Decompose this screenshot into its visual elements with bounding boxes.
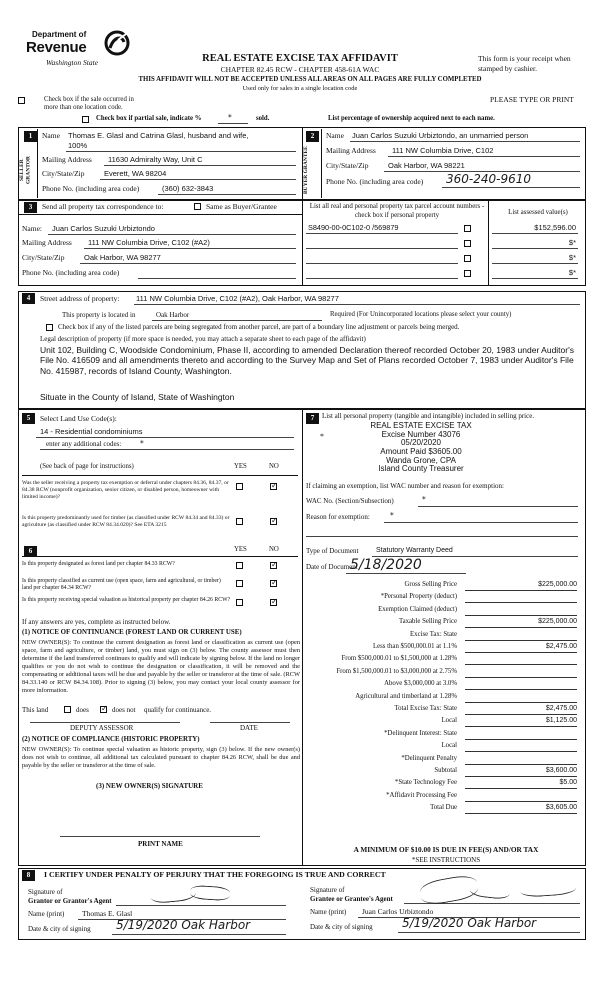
parcel-line-4 [306,278,458,279]
new-owner-signature-label: (3) NEW OWNER(S) SIGNATURE [96,782,203,790]
tax-row [305,717,577,727]
parcel-line-1 [306,233,458,234]
tax-row-underline [465,739,577,740]
deputy-assessor-label: DEPUTY ASSESSOR [70,724,134,732]
tax-row-label: Local [441,742,457,750]
yes-header-6: YES [234,546,247,553]
buyer-addr-label: Mailing Address [326,146,376,155]
additional-codes-label: enter any additional codes: [46,440,122,448]
tax-row-value[interactable]: $2,475.00 [545,643,577,650]
print-name-label: PRINT NAME [138,840,183,848]
tax-row-label: Total Excise Tax: State [394,705,457,712]
reason-label: Reason for exemption: [306,513,370,521]
land-use-code[interactable]: 14 - Residential condominiums [40,427,143,436]
tax-row [305,606,577,616]
single-location-note: Used only for sales in a single location code [242,85,358,92]
parcel-vline-2 [492,248,578,249]
seller-addr[interactable]: 11630 Admiralty Way, Unit C [108,155,203,164]
land-use-line [36,437,294,438]
receipt-note: This form is your receipt when stamped by cashier. [478,54,571,74]
same-as-buyer-label: Same as Buyer/Grantee [206,202,277,211]
grantee-sig-label-1: Signature of [310,886,345,894]
tax-row [305,631,577,641]
segregation-label: Check box if any of the listed parcels are being segregated from another parcel, are part of a boundary line adjustment or parcels being merged. [58,323,460,331]
corr-addr[interactable]: 111 NW Columbia Drive, C102 (#A2) [88,238,210,247]
this-land-label: This land [22,706,49,714]
tax-row [305,730,577,740]
tax-row-value[interactable]: $5.00 [559,779,577,787]
stamp-line-2: Excise Number 43076 [381,429,461,439]
tax-row-label: Taxable Selling Price [398,618,457,626]
additional-codes[interactable]: * [140,439,144,448]
seller-city[interactable]: Everett, WA 98204 [104,169,167,178]
corr-city-label: City/State/Zip [22,253,65,262]
forest-no-checkbox[interactable] [270,562,277,569]
grantee-name-label: Name (print) [310,908,347,916]
forest-yes-checkbox[interactable] [236,562,243,569]
seller-phone-label: Phone No. (including area code) [42,184,140,193]
does-not-checkbox[interactable] [100,706,107,713]
current-use-yes-checkbox[interactable] [236,580,243,587]
timber-no-checkbox[interactable] [270,518,277,525]
grantee-date-label: Date & city of signing [310,923,373,931]
grantor-date[interactable]: 5/19/2020 Oak Harbor [116,918,251,932]
parcel-value-4[interactable]: $* [568,268,576,277]
tax-row [305,618,577,628]
wac-line [418,506,578,507]
partial-sale-checkbox[interactable] [82,116,89,123]
street-address[interactable]: 111 NW Columbia Drive, C102 (#A2), Oak Harbor, WA 98277 [136,294,339,303]
parcel-line-2 [306,248,458,249]
tax-row-underline [465,590,577,591]
tax-row [305,767,577,777]
corr-addr-line [84,248,296,249]
seller-name[interactable]: Thomas E. Glasl and Catrina Glasl, husband and wife, [68,131,249,140]
parcel-header: List all real and personal property tax parcel account numbers - check box if personal property [309,203,485,219]
tax-row [305,792,577,802]
tax-row-underline [465,776,577,777]
grantor-sig-label-1: Signature of [28,888,63,896]
sold-label: sold. [256,115,270,122]
tax-row [305,643,577,653]
seller-side-rule [37,129,38,198]
exemption-question: Was the seller receiving a property tax exemption or deferral under chapters 84.36, 84.37, or 84.38 RCW (nonprofit organization, senior citizen, or disabled person, homeowner with limited income)? [22,480,229,500]
grantor-sig-label-2: Grantor or Grantor's Agent [28,897,112,905]
tax-row-label: Less than $500,000.01 at 1.1% [372,643,457,650]
corr-city[interactable]: Oak Harbor, WA 98277 [84,253,161,262]
tax-row-value[interactable]: $2,475.00 [545,705,577,712]
personal-property-checkbox-1[interactable] [464,225,471,232]
parcel-vline-3 [492,263,578,264]
buyer-side-label: BUYER GRANTEE [303,146,309,194]
multi-location-checkbox[interactable] [18,97,25,104]
tax-row-underline [465,640,577,641]
no-header-6: NO [269,546,279,553]
buyer-side-rule [321,129,322,198]
tax-row [305,755,577,765]
buyer-city-label: City/State/Zip [326,161,369,170]
tax-row-label: *Personal Property (deduct) [380,593,457,601]
section-2-number: 2 [306,131,319,142]
partial-sale-underline [218,123,248,124]
grantee-date-line [398,932,580,933]
treasurer-stamp [344,422,498,474]
if-yes-note: If any answers are yes, complete as instructed below. [22,618,171,626]
personal-property-checkbox-2[interactable] [464,240,471,247]
certify-statement: I CERTIFY UNDER PENALTY OF PERJURY THAT THE FOREGOING IS TRUE AND CORRECT [44,870,386,879]
wac-value[interactable]: * [422,495,426,504]
seller-city-line [100,179,296,180]
tax-row-underline [465,615,577,616]
reason-line [384,522,578,523]
stamp-line-1: REAL ESTATE EXCISE TAX [370,421,472,430]
correspondence-label: Send all property tax correspondence to: [42,202,164,211]
buyer-addr[interactable]: 111 NW Columbia Drive, C102 [392,146,494,155]
tax-row-underline [465,664,577,665]
section-1-number: 1 [24,131,37,142]
grantor-sig-line [116,905,286,906]
logo-line3: Washington State [46,58,99,67]
minimum-fee-line: A MINIMUM OF $10.00 IS DUE IN FEE(S) AND/OR TAX [353,845,539,854]
tax-row-value[interactable]: $3,605.00 [545,804,577,812]
grantee-name[interactable]: Juan Carlos Urbiztondo [362,907,434,916]
tax-row-label: Excise Tax: State [410,630,457,638]
section-3-rule [18,214,302,215]
historic-no-checkbox[interactable] [270,599,277,606]
tax-row [305,742,577,752]
corr-name-line [48,234,296,235]
doc-date-line [346,573,466,574]
personal-property-label: List all personal property (tangible and intangible) included in selling price. [322,412,535,420]
tax-row-label: Exemption Claimed (deduct) [378,605,457,613]
corr-phone-line [138,278,296,279]
buyer-phone-label: Phone No. (including area code) [326,177,424,186]
tax-row-label: Agricultural and timberland at 1.28% [355,692,457,700]
historic-yes-checkbox[interactable] [236,599,243,606]
deputy-line [30,722,180,723]
personal-property-bullet[interactable]: * [320,432,324,441]
tax-row-label: Gross Selling Price [404,581,457,588]
tax-row-label: Subtotal [434,767,457,774]
tax-row-value[interactable]: $1,125.00 [545,717,577,725]
notice-continuance-title: (1) NOTICE OF CONTINUANCE (FOREST LAND OR CURRENT USE) [22,629,242,636]
current-use-no-checkbox[interactable] [270,580,277,587]
stamp-line-3: 05/20/2020 [400,438,442,448]
grantor-name[interactable]: Thomas E. Glasl [82,909,133,918]
partial-sale-pct[interactable]: * [228,113,232,122]
tax-row [305,680,577,690]
stamp-line-4: Amount Paid $3605.00 [380,446,462,456]
section-6-number: 6 [24,546,37,557]
legal-description[interactable]: Unit 102, Building C, Woodside Condominium, Phase II, according to amended Declaration thereof recorded October 20, 1983 under Auditor's File No. 416509 and all amendments thereto and according to the Survey Map and Set of Plans recorded October 7, 1983 under Auditor's File No. 415987, records of Island County, Washington. [40,345,574,376]
tax-row-underline [465,801,577,802]
grantor-date-label: Date & city of signing [28,925,91,933]
exemption-no-checkbox[interactable] [270,483,277,490]
buyer-name-line [350,141,580,142]
tax-row-underline [465,788,577,789]
dor-logo [26,28,136,72]
tax-row-label: Above $3,000,000 at 3.0% [384,680,457,688]
doc-type-label: Type of Document [306,547,359,555]
tax-row-underline [465,677,577,678]
tax-row-underline [465,726,577,727]
yes-no-rule-6 [22,556,298,557]
historic-question: Is this property receiving special valuation as historical property per chapter 84.26 RCW? [22,597,231,603]
corr-name[interactable]: Juan Carlos Suzuki Urbiztondo [52,224,155,233]
section-5-number: 5 [22,413,35,424]
required-note: Required (For Unincorporated locations please select your county) [330,311,512,318]
doc-date-label: Date of Document [306,563,358,571]
tax-row-underline [465,689,577,690]
tax-row [305,779,577,789]
multi-location-label: Check box if the sale occurred in more than one location code. [44,96,134,111]
notice-compliance-title: (2) NOTICE OF COMPLIANCE (HISTORIC PROPERTY) [22,736,200,743]
parcel-acct-1[interactable]: S8490-00-0C102-0 /569879 [308,223,399,232]
no-header-5: NO [269,463,279,470]
wac-label: WAC No. (Section/Subsection) [306,497,394,505]
seller-phone[interactable]: (360) 632-3843 [162,184,214,193]
grantor-date-line [112,934,286,935]
tax-row-underline [465,813,577,814]
tax-row-label: *Delinquent Interest: State [384,729,457,737]
buyer-phone-line [442,187,580,188]
corr-phone-label: Phone No. (including area code) [22,268,120,277]
section-3-divider [302,200,303,286]
doc-date-value[interactable]: 5/18/2020 [350,557,422,573]
forest-question: Is this property designated as forest land per chapter 84.33 RCW? [22,561,175,567]
form-subtitle: CHAPTER 82.45 RCW - CHAPTER 458-61A WAC [220,65,380,74]
parcel-vline-4 [492,278,578,279]
tax-row-label: *Delinquent Penalty [401,754,457,762]
tax-row-underline [465,714,577,715]
tax-row [305,668,577,678]
tax-row [305,705,577,715]
seller-city-label: City/State/Zip [42,169,85,178]
tax-row-underline [465,627,577,628]
does-checkbox[interactable] [64,706,71,713]
seller-addr-line [104,165,296,166]
situate-text[interactable]: Situate in the County of Island, State of Washington [40,392,235,402]
located-line [152,320,322,321]
located-value[interactable]: Oak Harbor [156,311,190,319]
parcel-value-divider [488,200,489,286]
corr-addr-label: Mailing Address [22,238,72,247]
corr-name-label: Name: [22,224,42,233]
deputy-date-line [210,722,290,723]
form-title: REAL ESTATE EXCISE TAX AFFIDAVIT [202,53,398,64]
tax-row-label: From $500,000.01 to $1,500,000 at 1.28% [341,655,457,663]
tax-row-label: *State Technology Fee [394,779,457,787]
seller-name-label: Name [42,131,60,140]
personal-property-checkbox-4[interactable] [464,270,471,277]
grantor-name-label: Name (print) [28,910,65,918]
street-line [134,304,580,305]
partial-sale-label: Check box if partial sale, indicate % [96,115,202,122]
form-warning: THIS AFFIDAVIT WILL NOT BE ACCEPTED UNLESS ALL AREAS ON ALL PAGES ARE FULLY COMPLETED [138,76,482,83]
tax-row [305,593,577,603]
notice-continuance-body: NEW OWNER(S): To continue the current designation as forest land or classification as current use (open space, farm and agriculture, or timber) land, you must sign on (3) below. The county assessor must then determine if the land transferred continues to qualify and will indicate by signing below. If the land no longer qualifies or you do not wish to continue the designation or classification, it will be removed and the compensating or additional taxes will be due and payable by the seller or transferor at the time of sale. (RCW 84.33.140 or RCW 84.34.108). Prior to signing (3) below, you may contact your local county assessor for more information. [22,639,300,695]
seller-side-label: SELLER GRANTOR [19,156,32,185]
timber-question: Is this property predominantly used for timber (as classified under RCW 84.34 and 84.33) or agriculture (as classified under RCW 84.34.020)? See ETA 3215 [22,515,230,528]
tax-row [305,655,577,665]
doc-type-value[interactable]: Statutory Warranty Deed [376,547,453,554]
exemption-yes-checkbox[interactable] [236,483,243,490]
buyer-name[interactable]: Juan Carlos Suzuki Urbiztondo, an unmarried person [352,131,529,140]
seller-pct[interactable]: 100% [68,141,88,150]
section-8-number: 8 [22,870,35,881]
tax-row [305,693,577,703]
does-not-label: does not [112,706,136,714]
exemption-claim-label: If claiming an exemption, list WAC number and reason for exemption: [306,482,504,490]
buyer-city[interactable]: Oak Harbor, WA 98221 [388,161,465,170]
left-right-divider [302,409,303,866]
notice-compliance-body: NEW OWNER(S): To continue special valuation as historic property, sign (3) below. If the new owner(s) does not wish to continue, all additional tax calculated pursuant to chapter 84.26 RCW, shall be due and payable by the seller or transferor at the time of sale. [22,746,300,770]
seller-phone-line [158,194,296,195]
grantee-sig-label-2: Grantee or Grantee's Agent [310,895,393,903]
additional-codes-line [40,449,294,450]
tax-row-label: Total Due [430,804,457,812]
personal-property-checkbox-3[interactable] [464,255,471,262]
tax-row [305,804,577,814]
parcel-line-3 [306,263,458,264]
same-as-buyer-checkbox[interactable] [194,203,201,210]
section-3-number: 3 [24,202,37,213]
stamp-line-5: Wanda Grone, CPA [386,455,456,465]
street-label: Street address of property: [40,294,120,303]
tax-row-value[interactable]: $225,000.00 [538,581,577,588]
timber-yes-checkbox[interactable] [236,518,243,525]
section-7-number: 7 [306,413,319,424]
legal-label: Legal description of property (if more space is needed, you may attach a separate sheet to each page of the affidavit) [40,335,366,343]
logo-line1: Department of [32,30,87,39]
grantee-date[interactable]: 5/19/2020 Oak Harbor [402,916,537,930]
current-use-question: Is this property classified as current use (open space, farm and agricultural, or timber) land per chapter 84.34 RCW? [22,578,221,592]
tax-row-value[interactable]: $225,000.00 [538,618,577,626]
parcel-vline-1 [492,233,578,234]
please-type: PLEASE TYPE OR PRINT [490,95,574,104]
seller-name-line [66,151,296,152]
land-use-label: Select Land Use Code(s): [40,414,117,423]
tax-row-underline [465,764,577,765]
does-label: does [76,706,89,714]
section-4-number: 4 [22,293,35,304]
buyer-addr-line [388,156,580,157]
assessed-header: List assessed value(s) [508,209,568,216]
new-owner-signature-line [60,836,260,837]
tax-row-label: *Affidavit Processing Fee [386,791,457,799]
deputy-date-label: DATE [240,724,258,732]
reason-value[interactable]: * [390,511,394,520]
dor-swirl-icon [104,30,130,56]
reason-line-2 [306,536,578,537]
yes-header-5: YES [234,463,247,470]
parcel-value-1[interactable]: $152,596.00 [534,223,576,232]
see-back-note: (See back of page for instructions) [40,463,134,470]
ownership-note: List percentage of ownership acquired next to each name. [328,115,495,122]
qualify-label: qualify for continuance. [144,706,212,714]
buyer-name-label: Name [326,131,344,140]
yes-no-rule-5 [22,475,298,476]
parcel-value-3[interactable]: $* [568,253,576,262]
tax-row-underline [465,751,577,752]
segregation-checkbox[interactable] [46,324,53,331]
tax-row-label: From $1,500,000.01 to $3,000,000 at 2.75% [336,667,457,675]
tax-row-label: Local [441,717,457,725]
located-label: This property is located in [62,311,136,319]
seller-addr-label: Mailing Address [42,155,92,164]
tax-row-value[interactable]: $3,600.00 [545,767,577,774]
parcel-value-2[interactable]: $* [568,238,576,247]
tax-row-underline [465,602,577,603]
logo-line2: Revenue [26,39,87,56]
corr-city-line [80,263,296,264]
stamp-line-6: Island County Treasurer [378,464,464,474]
tax-row [305,581,577,591]
see-instructions: *SEE INSTRUCTIONS [411,856,481,864]
tax-row-underline [465,652,577,653]
tax-row-underline [465,702,577,703]
buyer-phone[interactable]: 360-240-9610 [446,172,532,186]
